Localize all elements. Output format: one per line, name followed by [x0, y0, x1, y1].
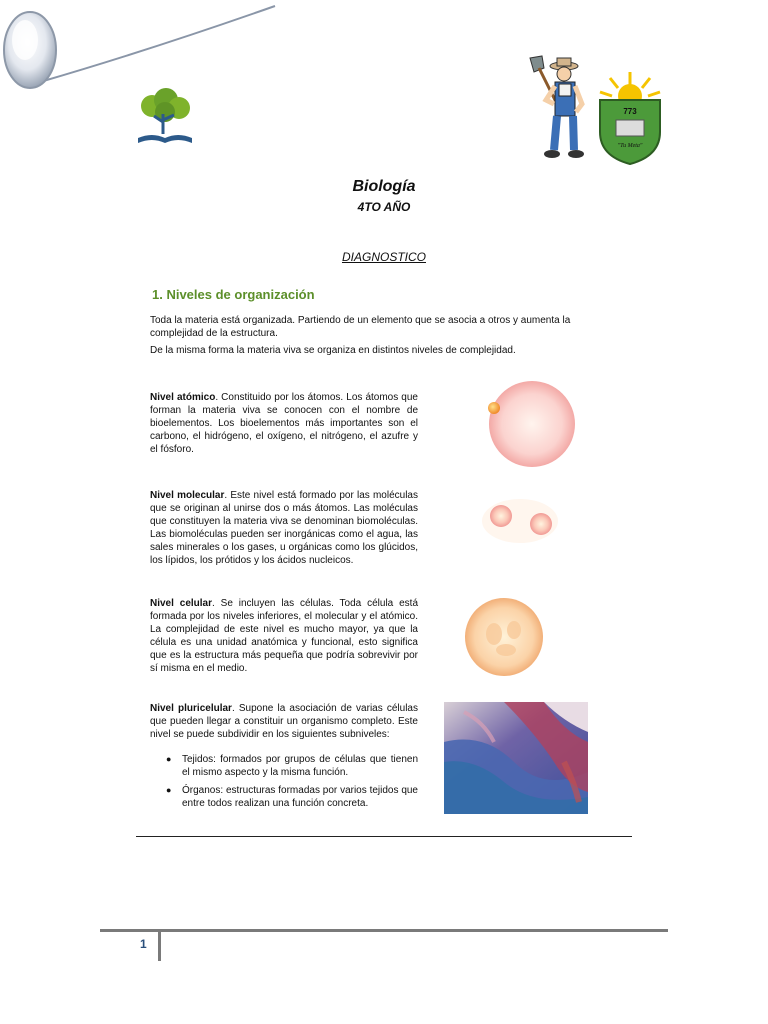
level-description: . Supone la asociación de varias células que pueden llegar a constituir un organismo completo. Este nivel se puede subdividir en los siguientes subniveles:: [150, 703, 418, 740]
intro-paragraph: De la misma forma la materia viva se organiza en distintos niveles de complejidad.: [150, 345, 516, 356]
school-seal: [596, 70, 664, 166]
level-name: Nivel atómico: [150, 392, 216, 403]
level-name: Nivel pluricelular: [150, 703, 232, 714]
seal-number: 773: [623, 107, 637, 116]
seal-motto: "Tu Meta": [617, 143, 643, 149]
level-description: . Este nivel está formado por las moléculas que se originan al unirse dos o más átomos. Las moléculas que constituyen la materia viva se denominan biomoléculas. Las biomoléculas pueden ser inorgánicas como el agua, las sales minerales o los gases, u orgánicas como los glúcidos, los lípidos, los prótidos y los ácidos nucleicos.: [150, 490, 418, 566]
cell-illustration: [462, 596, 546, 678]
section-label: DIAGNOSTICO: [341, 250, 426, 264]
level-name: Nivel celular: [150, 598, 213, 609]
level-atomic-paragraph: [150, 391, 418, 456]
list-item: ● Órganos: estructuras formadas por varios tejidos que entre todos realizan una función concreta.: [166, 784, 418, 810]
level-name: Nivel molecular: [150, 490, 225, 501]
tree-book-logo: [132, 88, 198, 150]
intro-paragraph: Toda la materia está organizada. Partiendo de un elemento que se asocia a otros y aumenta la complejidad de la estructura.: [150, 315, 571, 339]
header-decoration: [0, 0, 290, 100]
level-pluricellular-paragraph: [150, 702, 418, 741]
footer-separator: [158, 931, 161, 961]
document-subtitle: 4TO AÑO: [357, 200, 411, 214]
footer-rule: [100, 929, 668, 932]
farmer-with-shovel-illustration: [524, 54, 594, 162]
subniveles-list: [166, 753, 418, 815]
page-number: 1: [140, 937, 147, 951]
molecule-illustration: [480, 496, 560, 546]
section-heading: 1. Niveles de organización: [152, 287, 315, 302]
list-item: ● Tejidos: formados por grupos de células que tienen el mismo aspecto y la misma función.: [166, 753, 418, 779]
tissue-micrograph-image: [444, 702, 588, 814]
content-divider: [136, 836, 632, 837]
level-description: . Constituido por los átomos. Los átomos que forman la materia viva se conocen con el nombre de bioelementos. Los bioelementos más importantes son el carbono, el hidrógeno, el oxígeno, el nitrógeno, el azufre y el fósforo.: [150, 392, 418, 455]
document-title: Biología: [352, 178, 416, 195]
atom-illustration: [480, 378, 580, 470]
level-cellular-paragraph: [150, 597, 418, 675]
level-molecular-paragraph: [150, 489, 418, 567]
level-description: . Se incluyen las células. Toda célula está formada por los niveles inferiores, el molecular y el atómico. La complejidad de este nivel es mucho mayor, ya que la célula es una unidad anatómica y funcional, esto significa que es la estructura más pequeña que podría sobrevivir por sí misma en el medio.: [150, 598, 419, 674]
